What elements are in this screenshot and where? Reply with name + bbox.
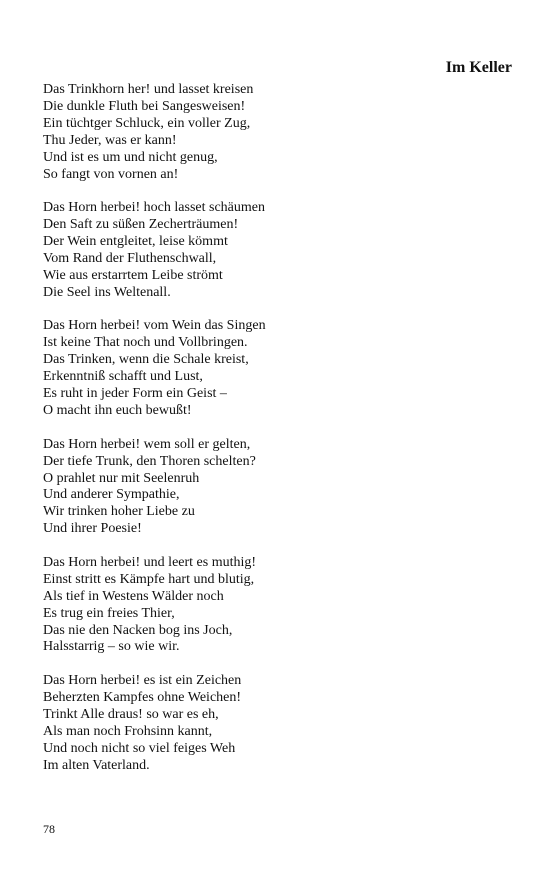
stanza-2 [43, 200, 513, 301]
poem-line: Die Seel ins Weltenall. [43, 284, 171, 300]
stanza-5 [43, 555, 513, 656]
poem-line: Thu Jeder, was er kann! [43, 132, 177, 148]
poem-line: Wie aus erstarrtem Leibe strömt [43, 267, 223, 283]
poem-title: Im Keller [445, 59, 512, 76]
poem-line: Und ist es um und nicht genug, [43, 149, 218, 165]
poem-line: Als tief in Westens Wälder noch [43, 588, 224, 604]
poem-line: Das Horn herbei! und leert es muthig! [43, 554, 257, 570]
page-number: 78 [43, 822, 55, 836]
stanza-4 [43, 437, 513, 538]
poem-line: Das Trinkhorn her! und lasset kreisen [43, 82, 254, 97]
stanza-3 [43, 318, 513, 419]
poem-line: Das Trinken, wenn die Schale kreist, [43, 352, 249, 368]
stanza-6 [43, 673, 513, 774]
poem-line: Vom Rand der Fluthenschwall, [43, 250, 217, 266]
poem-line: So fangt von vornen an! [43, 166, 179, 182]
poem-line: Und noch nicht so viel feiges Weh [43, 740, 236, 756]
poem-line: O macht ihn euch bewußt! [43, 403, 192, 418]
poem-line: Das Horn herbei! vom Wein das Singen [43, 318, 266, 334]
poem-line: Einst stritt es Kämpfe hart und blutig, [43, 571, 255, 587]
poem-line: Im alten Vaterland. [43, 757, 150, 773]
poem-line: Die dunkle Fluth bei Sangesweisen! [43, 98, 246, 114]
poem-line: Der Wein entgleitet, leise kömmt [43, 234, 228, 250]
poem-line: Trinkt Alle draus! so war es eh, [43, 706, 219, 722]
poem-line: O prahlet nur mit Seelenruh [43, 470, 200, 486]
poem-line: Es trug ein freies Thier, [43, 605, 175, 621]
poem-line: Ist keine That noch und Vollbringen. [43, 335, 248, 351]
stanza-1 [43, 82, 513, 183]
poem-line: Halsstarrig – so wie wir. [43, 639, 180, 655]
poem-line: Das Horn herbei! es ist ein Zeichen [43, 673, 242, 689]
poem-line: Das Horn herbei! wem soll er gelten, [43, 436, 251, 452]
poem-line: Das nie den Nacken bog ins Joch, [43, 622, 233, 638]
poem-line: Es ruht in jeder Form ein Geist – [43, 386, 227, 402]
poem-line: Wir trinken hoher Liebe zu [43, 504, 195, 520]
poem-line: Der tiefe Trunk, den Thoren schelten? [43, 453, 256, 469]
poem-line: Ein tüchtger Schluck, ein voller Zug, [43, 115, 251, 131]
poem-line: Und anderer Sympathie, [43, 487, 180, 503]
poem-line: Als man noch Frohsinn kannt, [43, 723, 213, 739]
poem-line: Den Saft zu süßen Zecherträumen! [43, 217, 239, 233]
poem-line: Beherzten Kampfes ohne Weichen! [43, 690, 242, 706]
poem-line: Erkenntniß schafft und Lust, [43, 369, 203, 385]
poem-line: Das Horn herbei! hoch lasset schäumen [43, 200, 265, 216]
poem-body [43, 82, 513, 791]
poem-line: Und ihrer Poesie! [43, 521, 142, 537]
